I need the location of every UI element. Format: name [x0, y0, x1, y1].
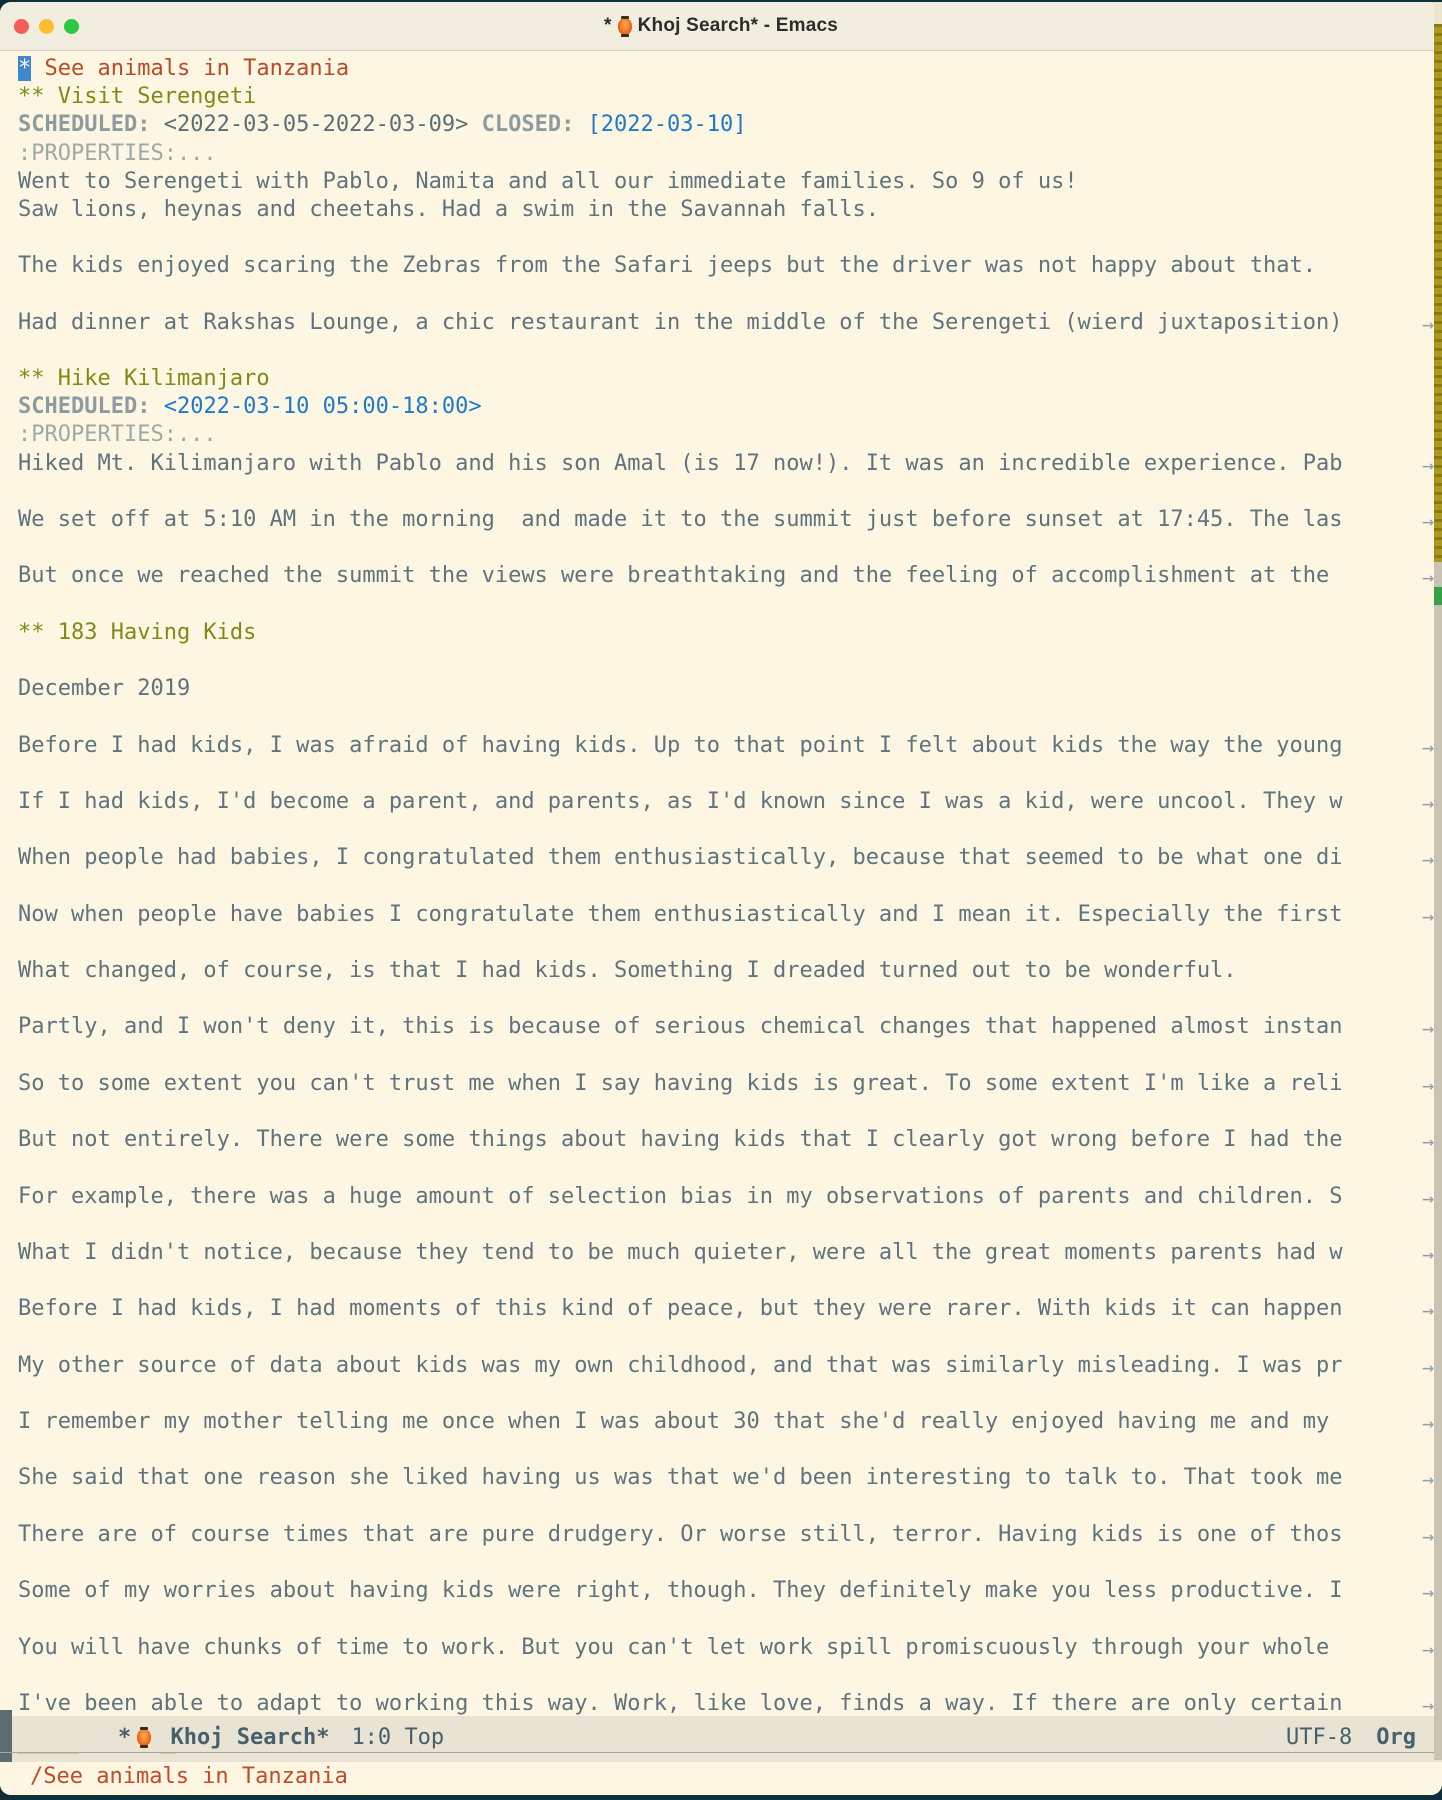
background-strip-segment — [1434, 24, 1442, 562]
buffer-line-body: But once we reached the summit the views were breathtaking and the feeling of accomplishment at the → — [18, 563, 1434, 590]
buffer-line-blank — [18, 985, 1442, 1013]
line-truncation-arrow-icon: → — [1421, 1636, 1434, 1661]
org-keyword: SCHEDULED: — [18, 394, 151, 420]
background-window-strip — [1434, 2, 1442, 1760]
buffer-line-body: When people had babies, I congratulated them enthusiastically, because that seemed to be what one di → — [18, 845, 1434, 872]
background-strip-segment — [1434, 2, 1442, 24]
modeline-right — [1286, 1725, 1416, 1750]
line-truncation-arrow-icon: → — [1421, 1580, 1434, 1605]
buffer-line-blank — [18, 760, 1442, 788]
window-title: * Khoj Search* - Emacs — [603, 15, 839, 36]
line-truncation-arrow-icon: → — [1421, 790, 1434, 815]
modeline-buffer-name: * Khoj Search* — [118, 1724, 330, 1750]
buffer-line-body: Hiked Mt. Kilimanjaro with Pablo and his son Amal (is 17 now!). It was an incredible experience. Pab → — [18, 450, 1434, 477]
buffer-line-body: What I didn't notice, because they tend to be much quieter, were all the great moments parents had w → — [18, 1239, 1434, 1266]
buffer-line-blank — [18, 224, 1442, 252]
buffer-line-blank — [18, 703, 1442, 731]
org-timestamp: [2022-03-10] — [587, 112, 747, 138]
buffer-line-meta — [18, 393, 1442, 421]
modeline — [0, 1716, 1442, 1762]
buffer-line-blank — [18, 1605, 1442, 1633]
org-text — [468, 112, 481, 137]
buffer-line-body: Before I had kids, I had moments of this kind of peace, but they were rarer. With kids it can happen → — [18, 1296, 1434, 1323]
buffer-line-body: If I had kids, I'd become a parent, and parents, as I'd known since I was a kid, were uncool. They w → — [18, 788, 1434, 815]
buffer-line-blank — [18, 591, 1442, 619]
buffer-line-blank — [18, 478, 1442, 506]
buffer-line-body: She said that one reason she liked having us was that we'd been interesting to talk to. That took me → — [18, 1465, 1434, 1492]
buffer-line-blank — [18, 1323, 1442, 1351]
org-timestamp: <2022-03-05-2022-03-09> — [163, 112, 469, 138]
buffer-line-blank — [18, 816, 1442, 844]
buffer-line-blank — [18, 1154, 1442, 1182]
line-truncation-arrow-icon: → — [1421, 1523, 1434, 1548]
line-truncation-arrow-icon: → — [1421, 565, 1434, 590]
buffer-line-blank — [18, 1211, 1442, 1239]
line-truncation-arrow-icon: → — [1421, 1129, 1434, 1154]
line-truncation-arrow-icon: → — [1421, 509, 1434, 533]
buffer-line-blank — [18, 1493, 1442, 1521]
background-strip-segment — [1434, 587, 1442, 605]
buffer-line-body: Some of my worries about having kids were right, though. They definitely make you less productive. I → — [18, 1578, 1434, 1605]
buffer-line-body: So to some extent you can't trust me when I say having kids is great. To some extent I'm like a reli → — [18, 1070, 1434, 1097]
buffer-line-body: December 2019 — [18, 676, 191, 702]
buffer-line-body: Had dinner at Rakshas Lounge, a chic restaurant in the middle of the Serengeti (wierd juxtaposition) → — [18, 309, 1434, 336]
emacs-window — [0, 2, 1442, 1795]
line-truncation-arrow-icon: → — [1421, 734, 1434, 759]
org-keyword: CLOSED: — [481, 112, 575, 138]
buffer-line-blank — [18, 534, 1442, 562]
buffer-line-body: Before I had kids, I was afraid of having kids. Up to that point I felt about kids the way the young → — [18, 732, 1434, 759]
background-strip-segment — [1434, 562, 1442, 587]
buffer-line-blank — [18, 1267, 1442, 1295]
buffer-line-body: Went to Serengeti with Pablo, Namita and all our immediate families. So 9 of us! — [18, 168, 1078, 194]
buffer-line-body: Partly, and I won't deny it, this is because of serious chemical changes that happened almost instan → — [18, 1014, 1434, 1041]
minibuffer[interactable] — [0, 1762, 1442, 1795]
line-truncation-arrow-icon: → — [1421, 847, 1434, 872]
buffer-line-h2: ** Hike Kilimanjaro — [18, 366, 270, 392]
org-text — [574, 112, 587, 137]
buffer-line-body: But not entirely. There were some things about having kids that I clearly got wrong before I had the → — [18, 1127, 1434, 1154]
buffer-line-blank — [18, 929, 1442, 957]
org-timestamp: <2022-03-10 05:00-18:00> — [163, 394, 482, 420]
text-cursor: * — [18, 56, 32, 81]
line-truncation-arrow-icon: → — [1421, 1354, 1434, 1379]
modeline-encoding: UTF-8 — [1286, 1724, 1353, 1750]
org-buffer[interactable] — [0, 51, 1442, 1716]
buffer-line-prop: :PROPERTIES:... — [18, 422, 217, 448]
org-keyword: SCHEDULED: — [18, 112, 151, 138]
zoom-button[interactable] — [64, 19, 79, 34]
buffer-line-blank — [18, 872, 1442, 900]
buffer-line-body: Now when people have babies I congratulate them enthusiastically and I mean it. Especially the first → — [18, 901, 1434, 928]
minibuffer-search-text: /See animals in Tanzania — [30, 1764, 348, 1789]
close-button[interactable] — [14, 19, 29, 34]
modeline-major-mode: Org — [1376, 1724, 1416, 1750]
line-truncation-arrow-icon: → — [1421, 1241, 1434, 1266]
buffer-line-blank — [18, 1380, 1442, 1408]
minimize-button[interactable] — [39, 19, 54, 34]
line-truncation-arrow-icon: → — [1421, 452, 1434, 477]
buffer-line-h2: ** Visit Serengeti — [18, 84, 257, 110]
buffer-line-body: The kids enjoyed scaring the Zebras from the Safari jeeps but the driver was not happy about that. — [18, 253, 1317, 279]
line-truncation-arrow-icon: → — [1421, 1185, 1434, 1210]
buffer-line-h1: * See animals in Tanzania — [18, 56, 350, 81]
buffer-line-body: I've been able to adapt to working this way. Work, like love, finds a way. If there are only certain → — [18, 1690, 1442, 1716]
lantern-icon — [136, 1727, 152, 1748]
buffer-line-meta — [18, 111, 1442, 139]
buffer-line-body: There are of course times that are pure drudgery. Or worse still, terror. Having kids is one of thos → — [18, 1521, 1434, 1548]
buffer-line-body: For example, there was a huge amount of selection bias in my observations of parents and children. S → — [18, 1183, 1434, 1210]
line-truncation-arrow-icon: → — [1421, 311, 1434, 336]
buffer-line-blank — [18, 1098, 1442, 1126]
background-strip-segment — [1434, 605, 1442, 1760]
buffer-line-blank — [18, 1436, 1442, 1464]
buffer-line-blank — [18, 337, 1442, 365]
org-text — [150, 112, 163, 137]
line-truncation-arrow-icon: → — [1421, 1692, 1434, 1716]
modeline-scrollbar-thumb[interactable] — [0, 1710, 12, 1766]
line-truncation-arrow-icon: → — [1421, 1298, 1434, 1323]
line-truncation-arrow-icon: → — [1421, 1072, 1434, 1097]
buffer-line-h2: ** 183 Having Kids — [18, 619, 257, 645]
buffer-line-body: You will have chunks of time to work. But you can't let work spill promiscuously through your whole → — [18, 1634, 1434, 1661]
buffer-line-body: My other source of data about kids was my own childhood, and that was similarly misleading. I was pr → — [18, 1352, 1434, 1379]
line-truncation-arrow-icon: → — [1421, 1016, 1434, 1041]
titlebar — [0, 2, 1442, 51]
buffer-line-body: Saw lions, heynas and cheetahs. Had a swim in the Savannah falls. — [18, 196, 879, 222]
buffer-line-blank — [18, 1042, 1442, 1070]
traffic-lights — [14, 2, 79, 50]
buffer-line-blank — [18, 1549, 1442, 1577]
buffer-line-blank — [18, 1662, 1442, 1690]
modeline-underline — [0, 1752, 1442, 1753]
lantern-icon — [617, 16, 633, 37]
buffer-line-body: We set off at 5:10 AM in the morning and made it to the summit just before sunset at 17:45. The las → — [18, 507, 1434, 533]
line-truncation-arrow-icon: → — [1421, 1467, 1434, 1492]
line-truncation-arrow-icon: → — [1421, 903, 1434, 928]
org-text — [150, 394, 163, 419]
buffer-line-body: I remember my mother telling me once when I was about 30 that she'd really enjoyed having me and my → — [18, 1409, 1434, 1435]
buffer-line-blank — [18, 647, 1442, 675]
line-truncation-arrow-icon: → — [1421, 1411, 1434, 1435]
buffer-line-blank — [18, 281, 1442, 309]
buffer-line-prop: :PROPERTIES:... — [18, 140, 217, 166]
modeline-position: 1:0 Top — [351, 1724, 445, 1750]
buffer-line-body: What changed, of course, is that I had kids. Something I dreaded turned out to be wonderful. — [18, 958, 1237, 983]
